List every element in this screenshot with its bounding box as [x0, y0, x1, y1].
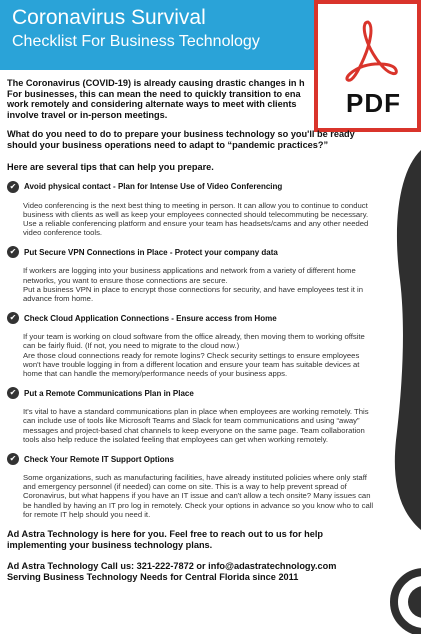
contact-line: Ad Astra Technology Call us: 321-222-7872 or info@adastratechnology.com — [7, 561, 337, 572]
closing-line: Ad Astra Technology is here for you. Feel free to reach out to us for help — [7, 529, 323, 540]
closing-line: implementing your business technology plans. — [7, 539, 213, 550]
intro-line: work remotely and considering alternate ways to meet with clients — [7, 99, 297, 110]
acrobat-pdf-icon — [338, 14, 402, 84]
check-circle-icon: ✔ — [7, 181, 19, 193]
closing-paragraph — [7, 529, 377, 550]
tip-body: If your team is working on cloud software from the office already, then moving them to working offsite can be fairly fluid. (If not, you need to migrate to the cloud now.) — [23, 332, 365, 351]
title-line-1: Coronavirus Survival — [12, 6, 206, 29]
intro-paragraph — [7, 78, 377, 120]
title-line-2: Checklist For Business Technology — [12, 33, 260, 50]
tip-section — [7, 453, 377, 519]
tip-title: Check Your Remote IT Support Options — [24, 454, 174, 464]
intro-line: The Coronavirus (COVID-19) is already causing drastic changes in h — [7, 78, 305, 88]
tip-section — [7, 387, 377, 444]
check-circle-icon: ✔ — [7, 312, 19, 324]
contact-line: Serving Business Technology Needs for Central Florida since 2011 — [7, 571, 299, 582]
contact-info — [7, 561, 377, 582]
check-circle-icon: ✔ — [7, 453, 19, 465]
tip-body: Are those cloud connections ready for remote logins? Check security settings to ensure employees won't have trouble logging in from a different location and ensure your team has suitable devices at home that can handle the memory/performance needs of your business apps. — [23, 350, 360, 378]
tip-title: Check Cloud Application Connections - Ensure access from Home — [24, 313, 277, 323]
check-circle-icon: ✔ — [7, 387, 19, 399]
tip-title: Put Secure VPN Connections in Place - Protect your company data — [24, 247, 278, 257]
tip-body: Video conferencing is the next best thing to meeting in person. It can allow you to continue to conduct business with clients as well as keep your employees connected should telecommuting be necessary. Use a reliable conferencing platform and ensure your team has headsets/cams and any other needed video conference tools. — [23, 200, 369, 238]
tip-section — [7, 312, 377, 378]
tip-title: Avoid physical contact - Plan for Intense Use of Video Conferencing — [24, 182, 283, 192]
question-line: should your business operations need to adapt to “pandemic practices?” — [7, 139, 329, 150]
pdf-label: PDF — [346, 88, 401, 118]
intro-line: For businesses, this can mean the need to quickly transition to ena — [7, 88, 301, 99]
tip-body: It's vital to have a standard communications plan in place when employees are working remotely. This can include use of tools like Microsoft Teams and Slack for team communications and using “away” messages and project-based chat channels to keep everyone on the same page. Team collaboration tools also help reduce the isolated feeling that employees can get when working remotely. — [23, 407, 369, 444]
intro-line: involve travel or in-person meetings. — [7, 109, 168, 120]
document-body — [7, 78, 377, 582]
tip-section — [7, 246, 377, 303]
tip-body: Put a business VPN in place to encrypt those connections for security, and have employees test it in advance from home. — [23, 284, 363, 303]
tips-intro: Here are several tips that can help you prepare. — [7, 161, 214, 172]
tip-body: Some organizations, such as manufacturing facilities, have already instituted policies where only staff and emergency personnel (if needed) can come on site. This is a way to help prevent spread of Coronavirus, but what happens if you have an IT issue and can't allow a tech onsite? Many issues can be handled by having an IT pro log in remotely. Check your options in advance so you know who to call for remote IT help should you need it. — [23, 473, 374, 519]
question-paragraph — [7, 129, 377, 150]
decorative-swoosh — [380, 110, 421, 634]
tip-section — [7, 181, 377, 238]
tip-title: Put a Remote Communications Plan in Place — [24, 388, 194, 398]
question-line: What do you need to do to prepare your business technology so you'll be ready — [7, 129, 355, 140]
check-circle-icon: ✔ — [7, 246, 19, 258]
tip-body: If workers are logging into your business applications and network from a variety of different home networks, you want to ensure those connections are secure. — [23, 266, 356, 285]
